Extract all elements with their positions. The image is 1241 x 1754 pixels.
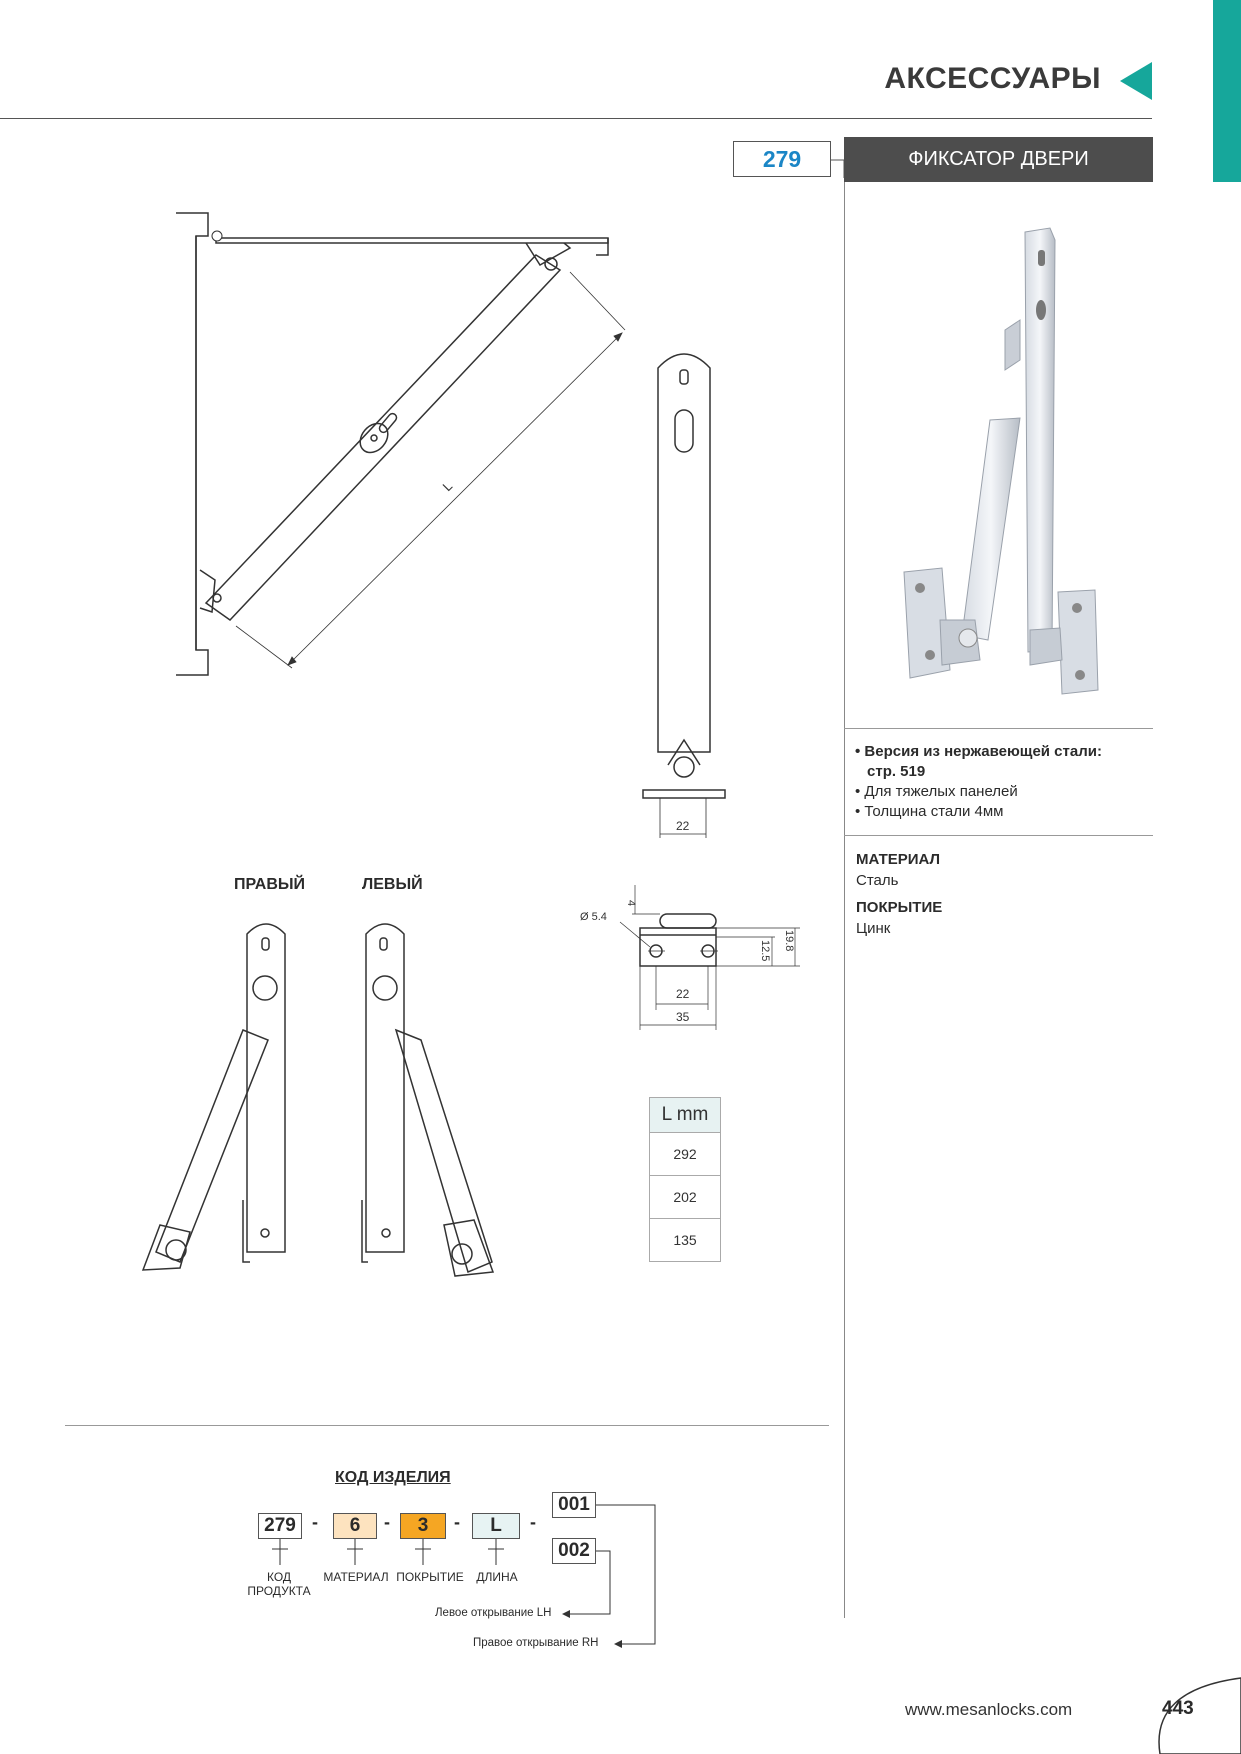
dim-L-label: L — [439, 478, 456, 495]
feature-item: • Толщина стали 4мм — [855, 803, 1004, 820]
label-material: МАТЕРИАЛ — [323, 1570, 389, 1584]
product-title: ФИКСАТОР ДВЕРИ — [844, 137, 1153, 182]
section-title: АКСЕССУАРЫ — [884, 62, 1101, 95]
product-code: 279 — [762, 146, 802, 172]
material-value: Сталь — [856, 872, 899, 889]
product-code-box — [733, 141, 831, 177]
dim-198-label: 19.8 — [783, 930, 795, 952]
triangle-marker-icon — [1118, 60, 1154, 102]
code-box-material: 6 — [333, 1513, 377, 1539]
feature-list — [855, 742, 1150, 822]
code-connector — [831, 150, 845, 178]
label-length: ДЛИНА — [476, 1570, 518, 1584]
dim-d54-label: Ø 5.4 — [580, 911, 607, 923]
code-separator: - — [384, 1512, 390, 1532]
product-photo — [880, 220, 1120, 710]
feature-item: • Версия из нержавеющей стали: — [855, 743, 1102, 760]
bracket-detail-drawing — [575, 885, 810, 1035]
dim-22-label: 22 — [676, 819, 690, 833]
length-table-cell: 135 — [650, 1219, 721, 1262]
note-right-opening: Правое открывание RH — [473, 1637, 599, 1649]
dim-4-label: 4 — [625, 900, 637, 907]
code-option-lh: 001 — [552, 1492, 596, 1518]
code-separator: - — [312, 1512, 318, 1532]
teal-side-tab — [1213, 0, 1241, 182]
stay-front-drawing — [638, 350, 730, 840]
coating-value: Цинк — [856, 920, 891, 937]
code-box-coating: 3 — [400, 1513, 446, 1539]
note-left-opening: Левое открывание LH — [435, 1607, 552, 1619]
code-box-length: L — [472, 1513, 520, 1539]
length-table-cell: 202 — [650, 1176, 721, 1219]
page-number: 443 — [1162, 1698, 1194, 1719]
dim-125-label: 12.5 — [759, 940, 771, 962]
code-heading: КОД ИЗДЕЛИЯ — [335, 1469, 451, 1486]
coating-label: ПОКРЫТИЕ — [856, 899, 943, 916]
code-box-product: 279 — [258, 1513, 302, 1539]
code-option-rh: 002 — [552, 1538, 596, 1564]
feature-item: • Для тяжелых панелей — [855, 783, 1018, 800]
feature-item: стр. 519 — [867, 763, 926, 780]
installation-drawing — [160, 200, 640, 690]
code-separator: - — [530, 1512, 536, 1532]
left-variant-label: ЛЕВЫЙ — [362, 876, 423, 893]
features-rule — [844, 835, 1153, 836]
column-divider — [844, 182, 845, 1618]
label-coating: ПОКРЫТИЕ — [396, 1570, 464, 1584]
website-link[interactable]: www.mesanlocks.com — [905, 1700, 1073, 1719]
dim-35-label: 35 — [676, 1010, 690, 1024]
material-label: МАТЕРИАЛ — [856, 851, 941, 868]
code-separator: - — [454, 1512, 460, 1532]
right-variant-label: ПРАВЫЙ — [234, 876, 306, 893]
length-table-header: L mm — [650, 1098, 721, 1133]
length-table — [649, 1097, 721, 1262]
dim-22b-label: 22 — [676, 987, 690, 1001]
length-table-cell: 292 — [650, 1133, 721, 1176]
photo-rule — [844, 728, 1153, 729]
right-left-variants-drawing — [135, 915, 505, 1285]
header-rule — [0, 118, 1152, 119]
code-section-rule — [65, 1425, 829, 1426]
label-product-code: КОД ПРОДУКТА — [247, 1570, 311, 1598]
